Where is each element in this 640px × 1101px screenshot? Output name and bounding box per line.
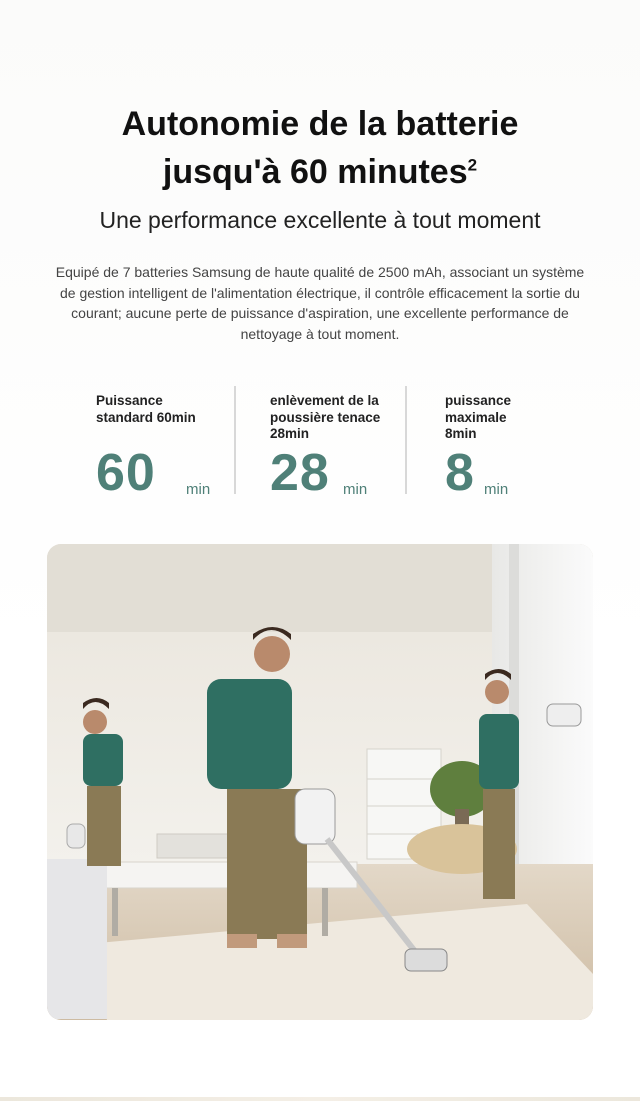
title-line-1: Autonomie de la batterie <box>121 105 519 143</box>
stat-dust <box>270 384 400 502</box>
stat-unit: min <box>343 481 368 498</box>
stat-standard <box>96 384 236 502</box>
stat-unit: min <box>186 481 211 498</box>
description-paragraph: Equipé de 7 batteries Samsung de haute qualité de 2500 mAh, associant un système de gestion intelligent de l'alimentation électrique, il contrôle efficacement la sortie du courant; aucune perte de puissance d'aspiration, une excellente performance de nettoyage à tout moment. <box>55 264 585 342</box>
stat-value: 8 <box>445 444 475 502</box>
title-footnote-mark: 2 <box>467 155 478 175</box>
stat-label: enlèvement de la poussière tenace 28min <box>270 393 381 441</box>
page-title <box>0 100 640 196</box>
stat-max <box>445 384 560 502</box>
title-line-2: jusqu'à 60 minutes <box>162 153 468 191</box>
battery-stats <box>80 384 560 502</box>
stat-label: puissance maximale 8min <box>445 393 512 441</box>
stat-value: 60 <box>96 444 156 502</box>
stat-unit: min <box>484 481 509 498</box>
stat-divider <box>405 386 407 494</box>
page-subtitle: Une performance excellente à tout moment <box>99 207 541 233</box>
bottom-border <box>0 1097 640 1101</box>
stat-value: 28 <box>270 444 330 502</box>
lifestyle-photo <box>47 544 593 1020</box>
stat-label: Puissance standard 60min <box>96 393 196 425</box>
living-room-vacuum-illustration-icon <box>47 544 593 1020</box>
stat-divider <box>234 386 236 494</box>
